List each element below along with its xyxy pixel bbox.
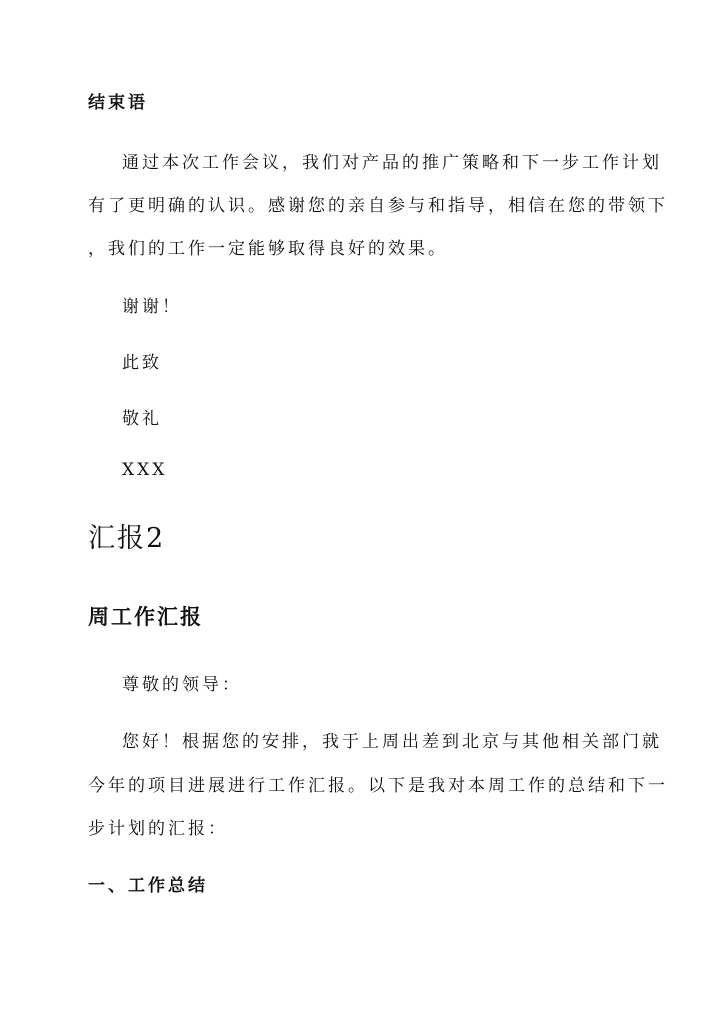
thanks-text: 谢谢！: [122, 297, 182, 317]
closing-heading: 结束语: [88, 93, 148, 113]
closing-salutation-2: 敬礼: [122, 409, 162, 429]
report-title: 汇报2: [88, 523, 166, 554]
report-paragraph-line-1: 您好！根据您的安排，我于上周出差到北京与其他相关部门就: [122, 732, 662, 752]
report-salutation: 尊敬的领导：: [122, 675, 242, 695]
closing-paragraph-line-1: 通过本次工作会议，我们对产品的推广策略和下一步工作计划: [122, 153, 662, 173]
signature-text: XXX: [122, 460, 168, 480]
closing-paragraph-line-2: 有了更明确的认识。感谢您的亲自参与和指导，相信在您的带领下: [88, 196, 668, 216]
report-paragraph-line-3: 步计划的汇报：: [88, 819, 228, 839]
report-paragraph-line-2: 今年的项目进展进行工作汇报。以下是我对本周工作的总结和下一: [88, 776, 668, 796]
closing-salutation-1: 此致: [122, 353, 162, 373]
report-subtitle: 周工作汇报: [88, 604, 203, 629]
section-heading-work-summary: 一、工作总结: [88, 876, 208, 896]
closing-paragraph-line-3: ，我们的工作一定能够取得良好的效果。: [88, 239, 448, 259]
